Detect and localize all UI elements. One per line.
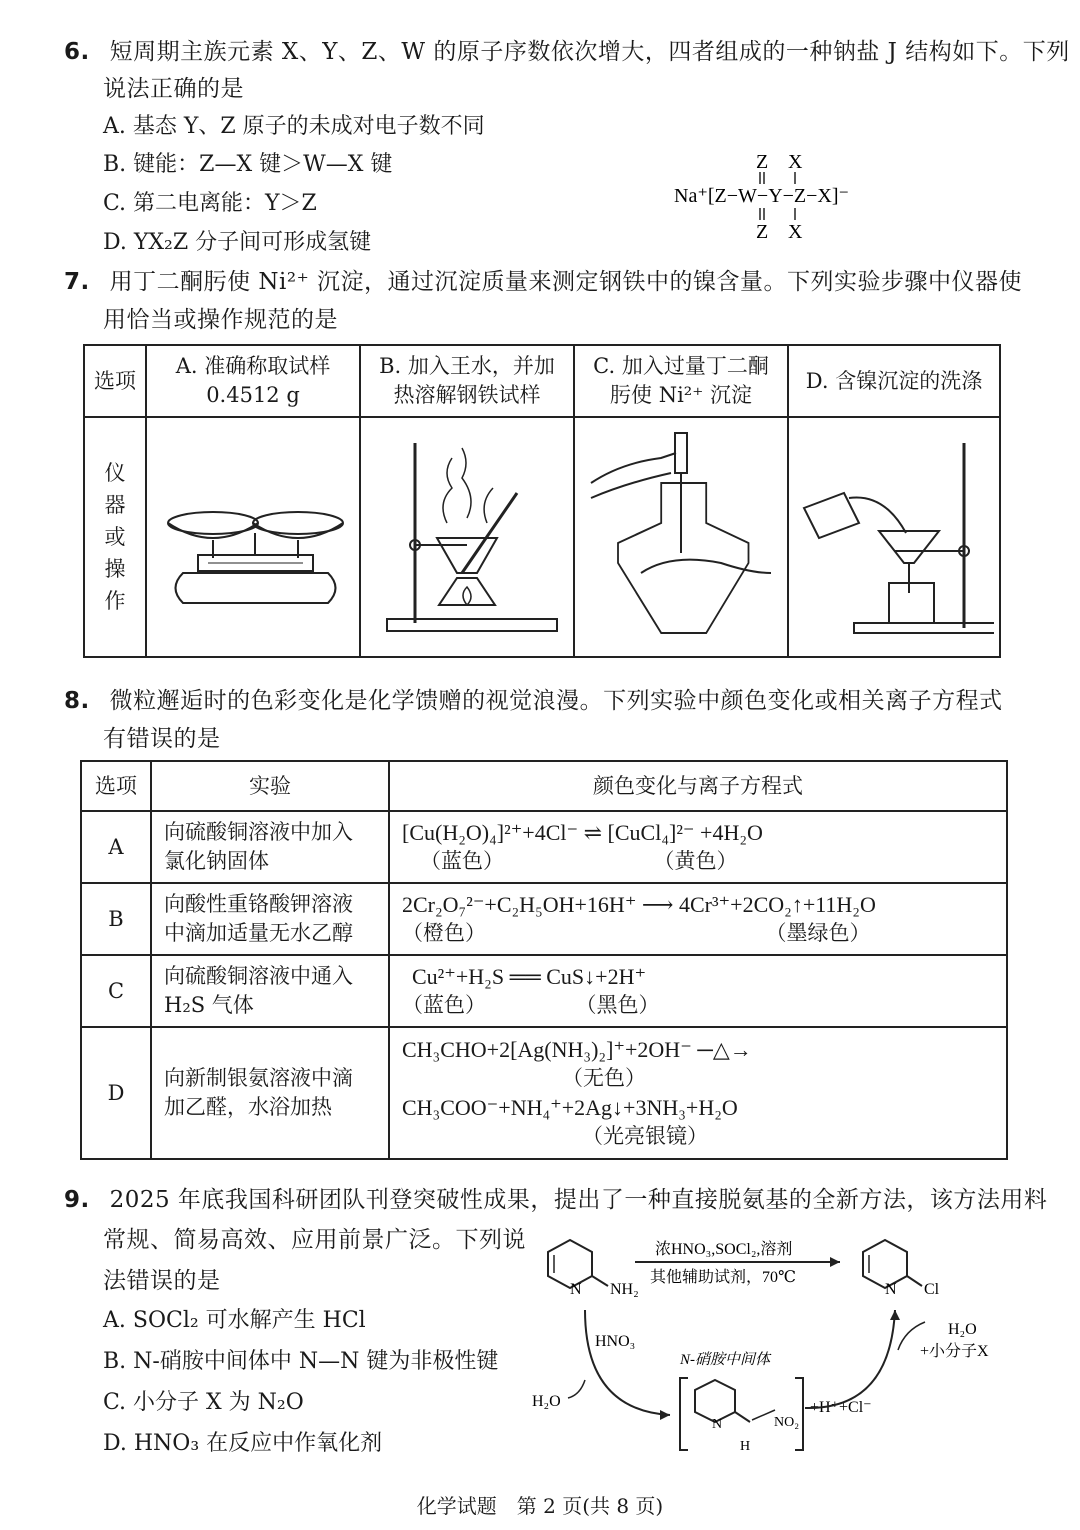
q8-row-c-experiment	[151, 955, 389, 1027]
q7-cell-d: D. 含镍沉淀的洗涤	[788, 345, 1000, 417]
filtration-wash-illustration	[794, 423, 994, 643]
pyridine-n-1: N	[570, 1281, 582, 1298]
q9-option-b: B. N-硝胺中间体中 N—N 键为非极性键	[103, 1349, 499, 1374]
q7-image-b	[360, 417, 574, 657]
q8-row-a-eq: [Cu(H₂O)₄]²⁺+4Cl⁻ ⇌ [CuCl₄]²⁻ +4H₂O	[402, 820, 763, 845]
nitro-group: NO₂	[774, 1415, 800, 1430]
q8-row-b-experiment	[151, 883, 389, 955]
q9-reaction-scheme	[530, 1230, 1050, 1460]
q6-structure-diagram	[670, 146, 900, 246]
q7-cell-a: A. 准确称取试样 0.4512 g	[146, 345, 360, 417]
q8-header-option: 选项	[81, 761, 151, 811]
intermediate-label: N-硝胺中间体	[680, 1352, 771, 1368]
q7-stem-text: 用丁二酮肟使 Ni²⁺ 沉淀，通过沉淀质量来测定钢铁中的镍含量。下列实验步骤中仪器使	[109, 269, 1023, 295]
table-row	[81, 883, 1007, 955]
q8-row-b-eq: 2Cr₂O₇²⁻+C₂H₅OH+16H⁺ ⟶ 4Cr³⁺+2CO₂↑+11H₂O	[402, 892, 876, 917]
q8-row-d-color2: （光亮银镜）	[582, 1124, 708, 1148]
q8-row-d-eq1: CH₃CHO+2[Ag(NH₃)₂]⁺+2OH⁻ ─△→	[402, 1037, 752, 1062]
q8-stem-line2: 有错误的是	[103, 726, 221, 752]
q8-row-c-eq: Cu²⁺+H₂S ══ CuS↓+2H⁺	[412, 964, 647, 989]
balance-illustration	[153, 423, 353, 643]
byproduct-water-left: H₂O	[532, 1393, 561, 1410]
q9-option-a: A. SOCl₂ 可水解产生 HCl	[103, 1308, 366, 1333]
q9-stem-line1	[64, 1185, 1047, 1215]
q8-row-b-color2: （墨绿色）	[776, 921, 871, 945]
q9-stem-line2: 常规、简易高效、应用前景广泛。下列说	[103, 1227, 526, 1253]
q8-row-a-exp-line1: 向硫酸铜溶液中加入	[164, 820, 353, 844]
q9-stem-line3: 法错误的是	[103, 1268, 221, 1294]
q8-row-c-color2: （黑色）	[586, 993, 660, 1017]
q8-row-c-color1: （蓝色）	[402, 993, 486, 1017]
table-row	[81, 955, 1007, 1027]
q9-option-c: C. 小分子 X 为 N₂O	[103, 1390, 304, 1415]
q7-image-c	[574, 417, 788, 657]
q8-row-a-equation	[389, 811, 1007, 883]
q7-cell-c: C. 加入过量丁二酮肟使 Ni²⁺ 沉淀	[574, 345, 788, 417]
struct-main-line: Na⁺[Z−W−Y−Z−X]⁻	[674, 185, 850, 207]
q8-row-d-exp-line1: 向新制银氨溶液中滴	[164, 1066, 353, 1090]
q8-row-c-exp-line2: H₂S 气体	[164, 993, 254, 1017]
struct-bot-x: X	[788, 221, 803, 243]
q7-cell-b: B. 加入王水，并加热溶解钢铁试样	[360, 345, 574, 417]
condition-bottom: 其他辅助试剂，70℃	[650, 1269, 796, 1286]
q8-row-d-experiment	[151, 1027, 389, 1159]
q7-number: 7.	[64, 269, 90, 295]
page-footer: 化学试题 第 2 页(共 8 页)	[416, 1494, 664, 1518]
q8-row-b-exp-line1: 向酸性重铬酸钾溶液	[164, 892, 353, 916]
q9-stem-text: 2025 年底我国科研团队刊登突破性成果，提出了一种直接脱氨基的全新方法，该方法用料	[109, 1187, 1048, 1213]
q8-row-d-option: D	[81, 1027, 151, 1159]
q8-row-d-color1: （无色）	[562, 1066, 646, 1090]
q8-number: 8.	[64, 688, 90, 714]
flask-dropping-illustration	[581, 423, 781, 643]
struct-bot-z: Z	[756, 221, 769, 243]
struct-top-z: Z	[756, 151, 769, 173]
aqua-regia-heating-illustration	[367, 423, 567, 643]
q8-stem-text: 微粒邂逅时的色彩变化是化学馈赠的视觉浪漫。下列实验中颜色变化或相关离子方程式	[109, 688, 1003, 714]
q6-option-b: B. 键能：Z—X 键＞W—X 键	[103, 152, 393, 177]
nh-hydrogen: H	[740, 1439, 751, 1454]
pyridine-n-2: N	[885, 1281, 897, 1298]
chloro-group: Cl	[924, 1281, 940, 1298]
reagent-hno3: HNO₃	[595, 1333, 636, 1350]
q8-row-d-exp-line2: 加乙醛，水浴加热	[164, 1095, 332, 1119]
q8-row-b-option: B	[81, 883, 151, 955]
pyridine-n-3: N	[712, 1417, 723, 1432]
struct-top-x: X	[788, 151, 803, 173]
q7-image-d	[788, 417, 1000, 657]
q8-row-a-exp-line2: 氯化钠固体	[164, 849, 269, 873]
q8-stem-line1	[64, 686, 1003, 716]
q7-stem-line1	[64, 267, 1022, 297]
q9-number: 9.	[64, 1187, 90, 1213]
q6-stem-line1	[64, 37, 1070, 67]
q8-row-c-equation	[389, 955, 1007, 1027]
byproduct-small-molecule-x: +小分子X	[920, 1343, 989, 1360]
q6-stem-text: 短周期主族元素 X、Y、Z、W 的原子序数依次增大，四者组成的一种钠盐 J 结构如下。下列	[109, 39, 1070, 65]
reagent-h-cl: +H⁺+Cl⁻	[810, 1399, 872, 1416]
q7-image-a	[146, 417, 360, 657]
q8-row-c-exp-line1: 向硫酸铜溶液中通入	[164, 964, 353, 988]
q6-option-d: D. YX₂Z 分子间可形成氢键	[103, 230, 372, 255]
q6-option-c: C. 第二电离能：Y＞Z	[103, 191, 317, 216]
amine-group: NH₂	[610, 1281, 639, 1298]
q9-option-d: D. HNO₃ 在反应中作氧化剂	[103, 1431, 383, 1456]
table-row	[81, 1027, 1007, 1159]
q8-row-a-color1: （蓝色）	[420, 849, 504, 873]
q8-row-a-experiment	[151, 811, 389, 883]
table-row	[81, 811, 1007, 883]
q8-row-a-color2: （黄色）	[664, 849, 738, 873]
q8-header-experiment: 实验	[151, 761, 389, 811]
q7-stem-line2: 用恰当或操作规范的是	[103, 307, 338, 333]
q8-row-b-equation	[389, 883, 1007, 955]
q8-row-d-equation	[389, 1027, 1007, 1159]
q8-table	[80, 760, 1008, 1160]
q8-row-a-option: A	[81, 811, 151, 883]
q6-option-a: A. 基态 Y、Z 原子的未成对电子数不同	[103, 114, 485, 139]
q7-header-option: 选项	[84, 345, 146, 417]
q7-table	[83, 344, 1001, 658]
q8-header-equation: 颜色变化与离子方程式	[389, 761, 1007, 811]
q8-row-b-color1: （橙色）	[402, 921, 486, 945]
q7-row-label: 仪器或操作	[84, 417, 146, 657]
q8-row-c-option: C	[81, 955, 151, 1027]
q8-row-d-eq2: CH₃COO⁻+NH₄⁺+2Ag↓+3NH₃+H₂O	[402, 1095, 738, 1120]
q8-row-b-exp-line2: 中滴加适量无水乙醇	[164, 921, 353, 945]
byproduct-water-right: H₂O	[948, 1321, 977, 1338]
condition-top: 浓HNO₃,SOCl₂,溶剂	[655, 1241, 793, 1258]
q6-stem-line2: 说法正确的是	[103, 76, 244, 102]
q6-number: 6.	[64, 39, 90, 65]
